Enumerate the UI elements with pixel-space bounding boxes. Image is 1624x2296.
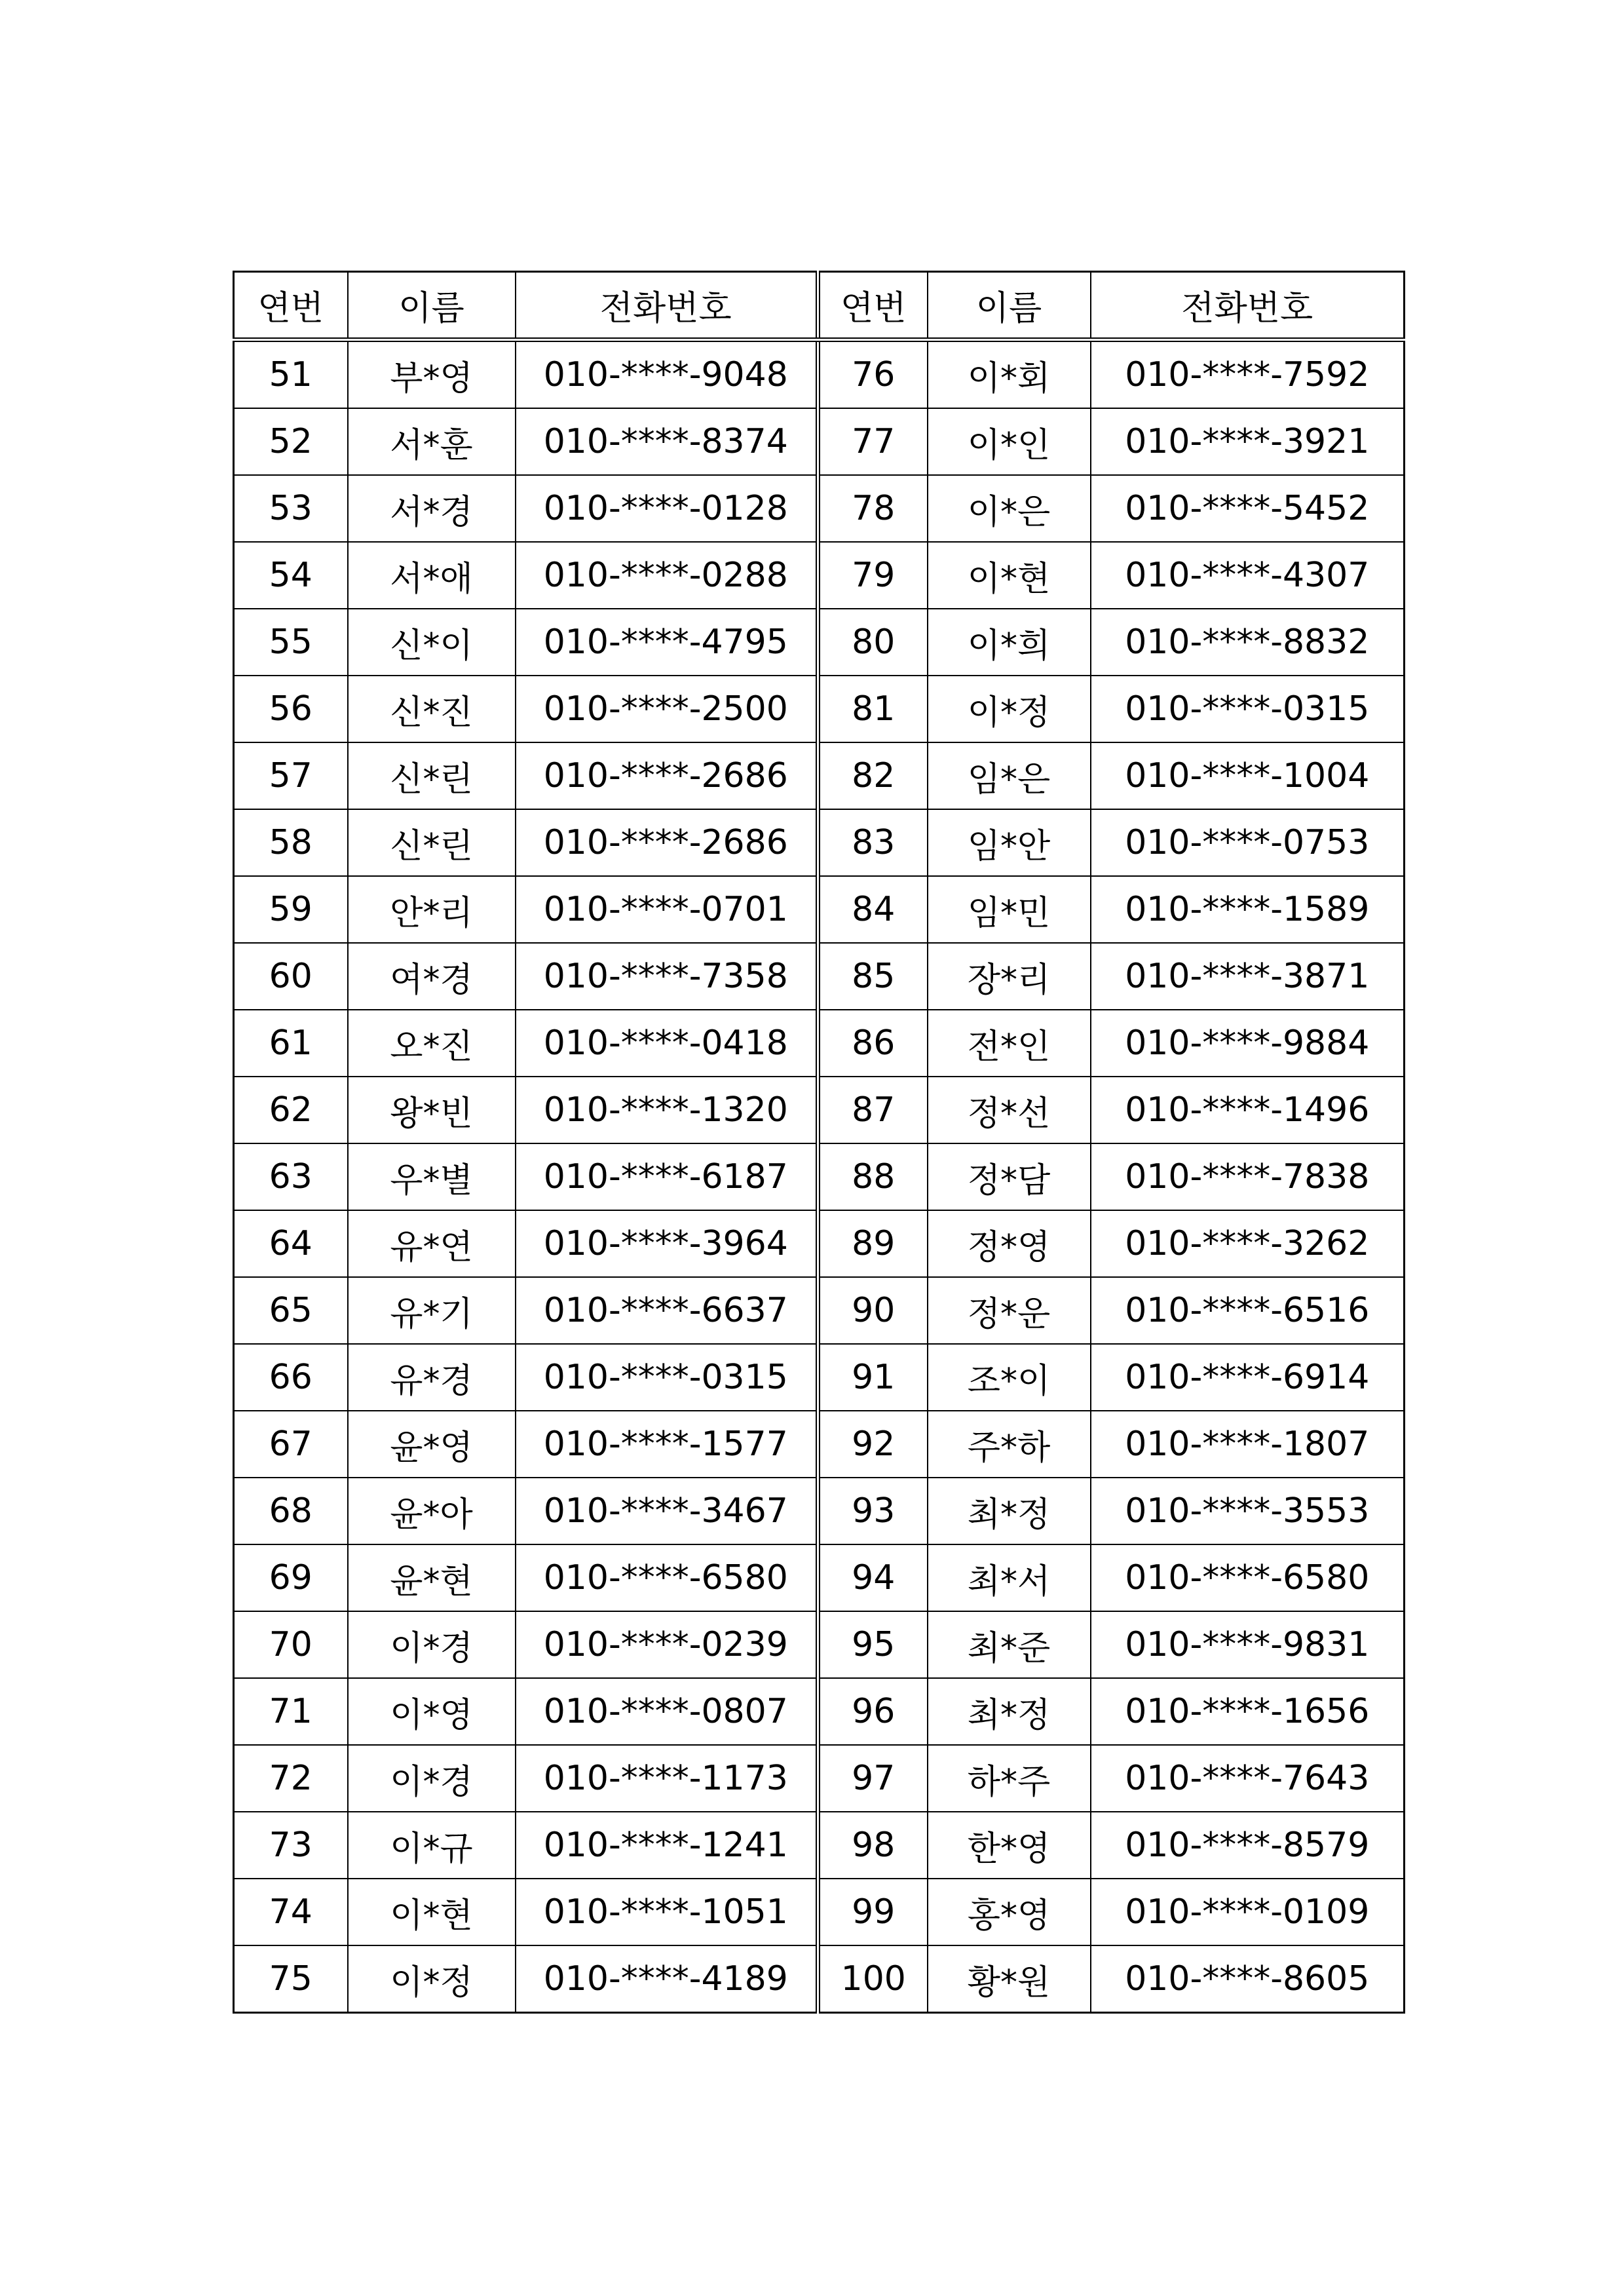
table-header bbox=[234, 272, 1405, 340]
cell-phone-right: 010-****-9884 bbox=[1091, 1010, 1405, 1077]
cell-phone: 010-****-1320 bbox=[516, 1077, 818, 1143]
cell-name-right: 장*리 bbox=[928, 943, 1091, 1010]
cell-no: 69 bbox=[234, 1544, 348, 1611]
cell-no-right: 94 bbox=[818, 1544, 928, 1611]
cell-phone: 010-****-7358 bbox=[516, 943, 818, 1010]
cell-name-right: 이*회 bbox=[928, 340, 1091, 409]
cell-phone-right: 010-****-3262 bbox=[1091, 1210, 1405, 1277]
cell-phone: 010-****-8374 bbox=[516, 408, 818, 475]
cell-name-right: 이*인 bbox=[928, 408, 1091, 475]
cell-no: 57 bbox=[234, 742, 348, 809]
cell-no: 63 bbox=[234, 1143, 348, 1210]
cell-no: 61 bbox=[234, 1010, 348, 1077]
cell-no: 53 bbox=[234, 475, 348, 542]
cell-name: 이*정 bbox=[348, 1945, 516, 2013]
cell-phone: 010-****-2686 bbox=[516, 742, 818, 809]
cell-no-right: 82 bbox=[818, 742, 928, 809]
table-row bbox=[234, 943, 1405, 1010]
table-row bbox=[234, 1879, 1405, 1945]
cell-no-right: 79 bbox=[818, 542, 928, 609]
cell-phone: 010-****-6580 bbox=[516, 1544, 818, 1611]
cell-no-right: 92 bbox=[818, 1411, 928, 1478]
cell-name-right: 정*선 bbox=[928, 1077, 1091, 1143]
cell-phone-right: 010-****-9831 bbox=[1091, 1611, 1405, 1678]
table-row bbox=[234, 475, 1405, 542]
cell-no: 62 bbox=[234, 1077, 348, 1143]
table-row bbox=[234, 340, 1405, 409]
cell-no-right: 88 bbox=[818, 1143, 928, 1210]
cell-no: 51 bbox=[234, 340, 348, 409]
cell-name: 신*진 bbox=[348, 676, 516, 742]
cell-name: 오*진 bbox=[348, 1010, 516, 1077]
cell-name-right: 정*운 bbox=[928, 1277, 1091, 1344]
cell-name: 신*린 bbox=[348, 742, 516, 809]
table-row bbox=[234, 1745, 1405, 1812]
header-no: 연번 bbox=[234, 272, 348, 340]
cell-no: 73 bbox=[234, 1812, 348, 1879]
cell-phone: 010-****-1051 bbox=[516, 1879, 818, 1945]
cell-name-right: 정*영 bbox=[928, 1210, 1091, 1277]
cell-phone-right: 010-****-1656 bbox=[1091, 1678, 1405, 1745]
cell-phone-right: 010-****-8832 bbox=[1091, 609, 1405, 676]
cell-phone-right: 010-****-5452 bbox=[1091, 475, 1405, 542]
cell-phone-right: 010-****-7838 bbox=[1091, 1143, 1405, 1210]
cell-name-right: 전*인 bbox=[928, 1010, 1091, 1077]
cell-name-right: 최*서 bbox=[928, 1544, 1091, 1611]
table-row bbox=[234, 1812, 1405, 1879]
cell-phone: 010-****-1577 bbox=[516, 1411, 818, 1478]
cell-no: 67 bbox=[234, 1411, 348, 1478]
table-row bbox=[234, 609, 1405, 676]
cell-no-right: 85 bbox=[818, 943, 928, 1010]
cell-phone-right: 010-****-6580 bbox=[1091, 1544, 1405, 1611]
cell-phone-right: 010-****-1589 bbox=[1091, 876, 1405, 943]
cell-no-right: 91 bbox=[818, 1344, 928, 1411]
header-name-right: 이름 bbox=[928, 272, 1091, 340]
cell-phone-right: 010-****-3553 bbox=[1091, 1478, 1405, 1544]
cell-name-right: 황*원 bbox=[928, 1945, 1091, 2013]
cell-no-right: 98 bbox=[818, 1812, 928, 1879]
cell-no: 72 bbox=[234, 1745, 348, 1812]
cell-phone-right: 010-****-7643 bbox=[1091, 1745, 1405, 1812]
cell-phone-right: 010-****-7592 bbox=[1091, 340, 1405, 409]
roster-table bbox=[233, 271, 1405, 2014]
cell-no: 75 bbox=[234, 1945, 348, 2013]
cell-name: 이*경 bbox=[348, 1611, 516, 1678]
cell-name: 서*훈 bbox=[348, 408, 516, 475]
cell-no: 54 bbox=[234, 542, 348, 609]
cell-phone: 010-****-0288 bbox=[516, 542, 818, 609]
cell-phone-right: 010-****-0753 bbox=[1091, 809, 1405, 876]
cell-phone: 010-****-0418 bbox=[516, 1010, 818, 1077]
table-row bbox=[234, 1210, 1405, 1277]
cell-phone: 010-****-2686 bbox=[516, 809, 818, 876]
cell-name-right: 한*영 bbox=[928, 1812, 1091, 1879]
table-row bbox=[234, 809, 1405, 876]
header-no-right: 연번 bbox=[818, 272, 928, 340]
table-row bbox=[234, 676, 1405, 742]
cell-name-right: 하*주 bbox=[928, 1745, 1091, 1812]
table-row bbox=[234, 408, 1405, 475]
cell-phone: 010-****-3467 bbox=[516, 1478, 818, 1544]
cell-phone: 010-****-1241 bbox=[516, 1812, 818, 1879]
cell-name: 신*린 bbox=[348, 809, 516, 876]
cell-phone: 010-****-9048 bbox=[516, 340, 818, 409]
cell-phone-right: 010-****-1807 bbox=[1091, 1411, 1405, 1478]
table-row bbox=[234, 1411, 1405, 1478]
cell-phone: 010-****-6187 bbox=[516, 1143, 818, 1210]
cell-name-right: 주*하 bbox=[928, 1411, 1091, 1478]
cell-name: 신*이 bbox=[348, 609, 516, 676]
cell-phone-right: 010-****-1496 bbox=[1091, 1077, 1405, 1143]
table-row bbox=[234, 742, 1405, 809]
cell-phone: 010-****-0239 bbox=[516, 1611, 818, 1678]
cell-phone: 010-****-3964 bbox=[516, 1210, 818, 1277]
cell-name: 유*연 bbox=[348, 1210, 516, 1277]
cell-no: 71 bbox=[234, 1678, 348, 1745]
table-row bbox=[234, 1544, 1405, 1611]
cell-phone: 010-****-4795 bbox=[516, 609, 818, 676]
cell-no: 58 bbox=[234, 809, 348, 876]
cell-name-right: 정*담 bbox=[928, 1143, 1091, 1210]
cell-name: 윤*아 bbox=[348, 1478, 516, 1544]
cell-name: 이*규 bbox=[348, 1812, 516, 1879]
cell-no-right: 90 bbox=[818, 1277, 928, 1344]
cell-no-right: 78 bbox=[818, 475, 928, 542]
cell-phone: 010-****-0807 bbox=[516, 1678, 818, 1745]
cell-no-right: 100 bbox=[818, 1945, 928, 2013]
header-row bbox=[234, 272, 1405, 340]
cell-phone-right: 010-****-6516 bbox=[1091, 1277, 1405, 1344]
cell-no-right: 80 bbox=[818, 609, 928, 676]
cell-phone: 010-****-0701 bbox=[516, 876, 818, 943]
table-row bbox=[234, 1277, 1405, 1344]
cell-name: 윤*영 bbox=[348, 1411, 516, 1478]
cell-phone-right: 010-****-1004 bbox=[1091, 742, 1405, 809]
cell-phone: 010-****-1173 bbox=[516, 1745, 818, 1812]
cell-name-right: 임*민 bbox=[928, 876, 1091, 943]
cell-phone: 010-****-6637 bbox=[516, 1277, 818, 1344]
cell-phone: 010-****-0128 bbox=[516, 475, 818, 542]
cell-name: 이*경 bbox=[348, 1745, 516, 1812]
cell-no: 66 bbox=[234, 1344, 348, 1411]
table-row bbox=[234, 1478, 1405, 1544]
cell-no: 56 bbox=[234, 676, 348, 742]
cell-no: 70 bbox=[234, 1611, 348, 1678]
cell-no-right: 99 bbox=[818, 1879, 928, 1945]
cell-phone: 010-****-0315 bbox=[516, 1344, 818, 1411]
cell-no-right: 86 bbox=[818, 1010, 928, 1077]
table-row bbox=[234, 542, 1405, 609]
cell-phone-right: 010-****-3921 bbox=[1091, 408, 1405, 475]
cell-no-right: 89 bbox=[818, 1210, 928, 1277]
cell-name-right: 홍*영 bbox=[928, 1879, 1091, 1945]
table-row bbox=[234, 1077, 1405, 1143]
table-row bbox=[234, 1010, 1405, 1077]
cell-no-right: 93 bbox=[818, 1478, 928, 1544]
cell-phone-right: 010-****-6914 bbox=[1091, 1344, 1405, 1411]
cell-no-right: 87 bbox=[818, 1077, 928, 1143]
cell-name: 유*경 bbox=[348, 1344, 516, 1411]
cell-name: 서*경 bbox=[348, 475, 516, 542]
cell-name: 안*리 bbox=[348, 876, 516, 943]
cell-no: 52 bbox=[234, 408, 348, 475]
table-row bbox=[234, 1344, 1405, 1411]
cell-no-right: 95 bbox=[818, 1611, 928, 1678]
cell-name: 우*별 bbox=[348, 1143, 516, 1210]
cell-name: 여*경 bbox=[348, 943, 516, 1010]
cell-name: 이*현 bbox=[348, 1879, 516, 1945]
cell-phone-right: 010-****-3871 bbox=[1091, 943, 1405, 1010]
cell-name-right: 이*희 bbox=[928, 609, 1091, 676]
cell-no: 65 bbox=[234, 1277, 348, 1344]
table-row bbox=[234, 1143, 1405, 1210]
cell-name-right: 이*정 bbox=[928, 676, 1091, 742]
cell-no: 64 bbox=[234, 1210, 348, 1277]
cell-no-right: 76 bbox=[818, 340, 928, 409]
cell-phone-right: 010-****-8579 bbox=[1091, 1812, 1405, 1879]
cell-no: 60 bbox=[234, 943, 348, 1010]
cell-phone-right: 010-****-4307 bbox=[1091, 542, 1405, 609]
cell-phone-right: 010-****-8605 bbox=[1091, 1945, 1405, 2013]
cell-phone-right: 010-****-0315 bbox=[1091, 676, 1405, 742]
cell-name: 왕*빈 bbox=[348, 1077, 516, 1143]
cell-name: 서*애 bbox=[348, 542, 516, 609]
cell-phone: 010-****-2500 bbox=[516, 676, 818, 742]
cell-no: 68 bbox=[234, 1478, 348, 1544]
cell-no: 55 bbox=[234, 609, 348, 676]
cell-name-right: 이*현 bbox=[928, 542, 1091, 609]
cell-name-right: 최*준 bbox=[928, 1611, 1091, 1678]
header-phone-right: 전화번호 bbox=[1091, 272, 1405, 340]
table-row bbox=[234, 1611, 1405, 1678]
cell-name-right: 최*정 bbox=[928, 1678, 1091, 1745]
cell-name-right: 조*이 bbox=[928, 1344, 1091, 1411]
cell-no: 59 bbox=[234, 876, 348, 943]
cell-no-right: 77 bbox=[818, 408, 928, 475]
table-body bbox=[234, 340, 1405, 2013]
cell-name-right: 이*은 bbox=[928, 475, 1091, 542]
table-row bbox=[234, 876, 1405, 943]
cell-name-right: 임*안 bbox=[928, 809, 1091, 876]
table-row bbox=[234, 1945, 1405, 2013]
cell-no-right: 81 bbox=[818, 676, 928, 742]
cell-name-right: 임*은 bbox=[928, 742, 1091, 809]
header-name: 이름 bbox=[348, 272, 516, 340]
cell-name-right: 최*정 bbox=[928, 1478, 1091, 1544]
cell-name: 윤*현 bbox=[348, 1544, 516, 1611]
cell-name: 이*영 bbox=[348, 1678, 516, 1745]
cell-name: 유*기 bbox=[348, 1277, 516, 1344]
header-phone: 전화번호 bbox=[516, 272, 818, 340]
cell-no-right: 83 bbox=[818, 809, 928, 876]
cell-phone-right: 010-****-0109 bbox=[1091, 1879, 1405, 1945]
cell-name: 부*영 bbox=[348, 340, 516, 409]
table-row bbox=[234, 1678, 1405, 1745]
cell-no: 74 bbox=[234, 1879, 348, 1945]
cell-no-right: 97 bbox=[818, 1745, 928, 1812]
cell-phone: 010-****-4189 bbox=[516, 1945, 818, 2013]
cell-no-right: 96 bbox=[818, 1678, 928, 1745]
cell-no-right: 84 bbox=[818, 876, 928, 943]
